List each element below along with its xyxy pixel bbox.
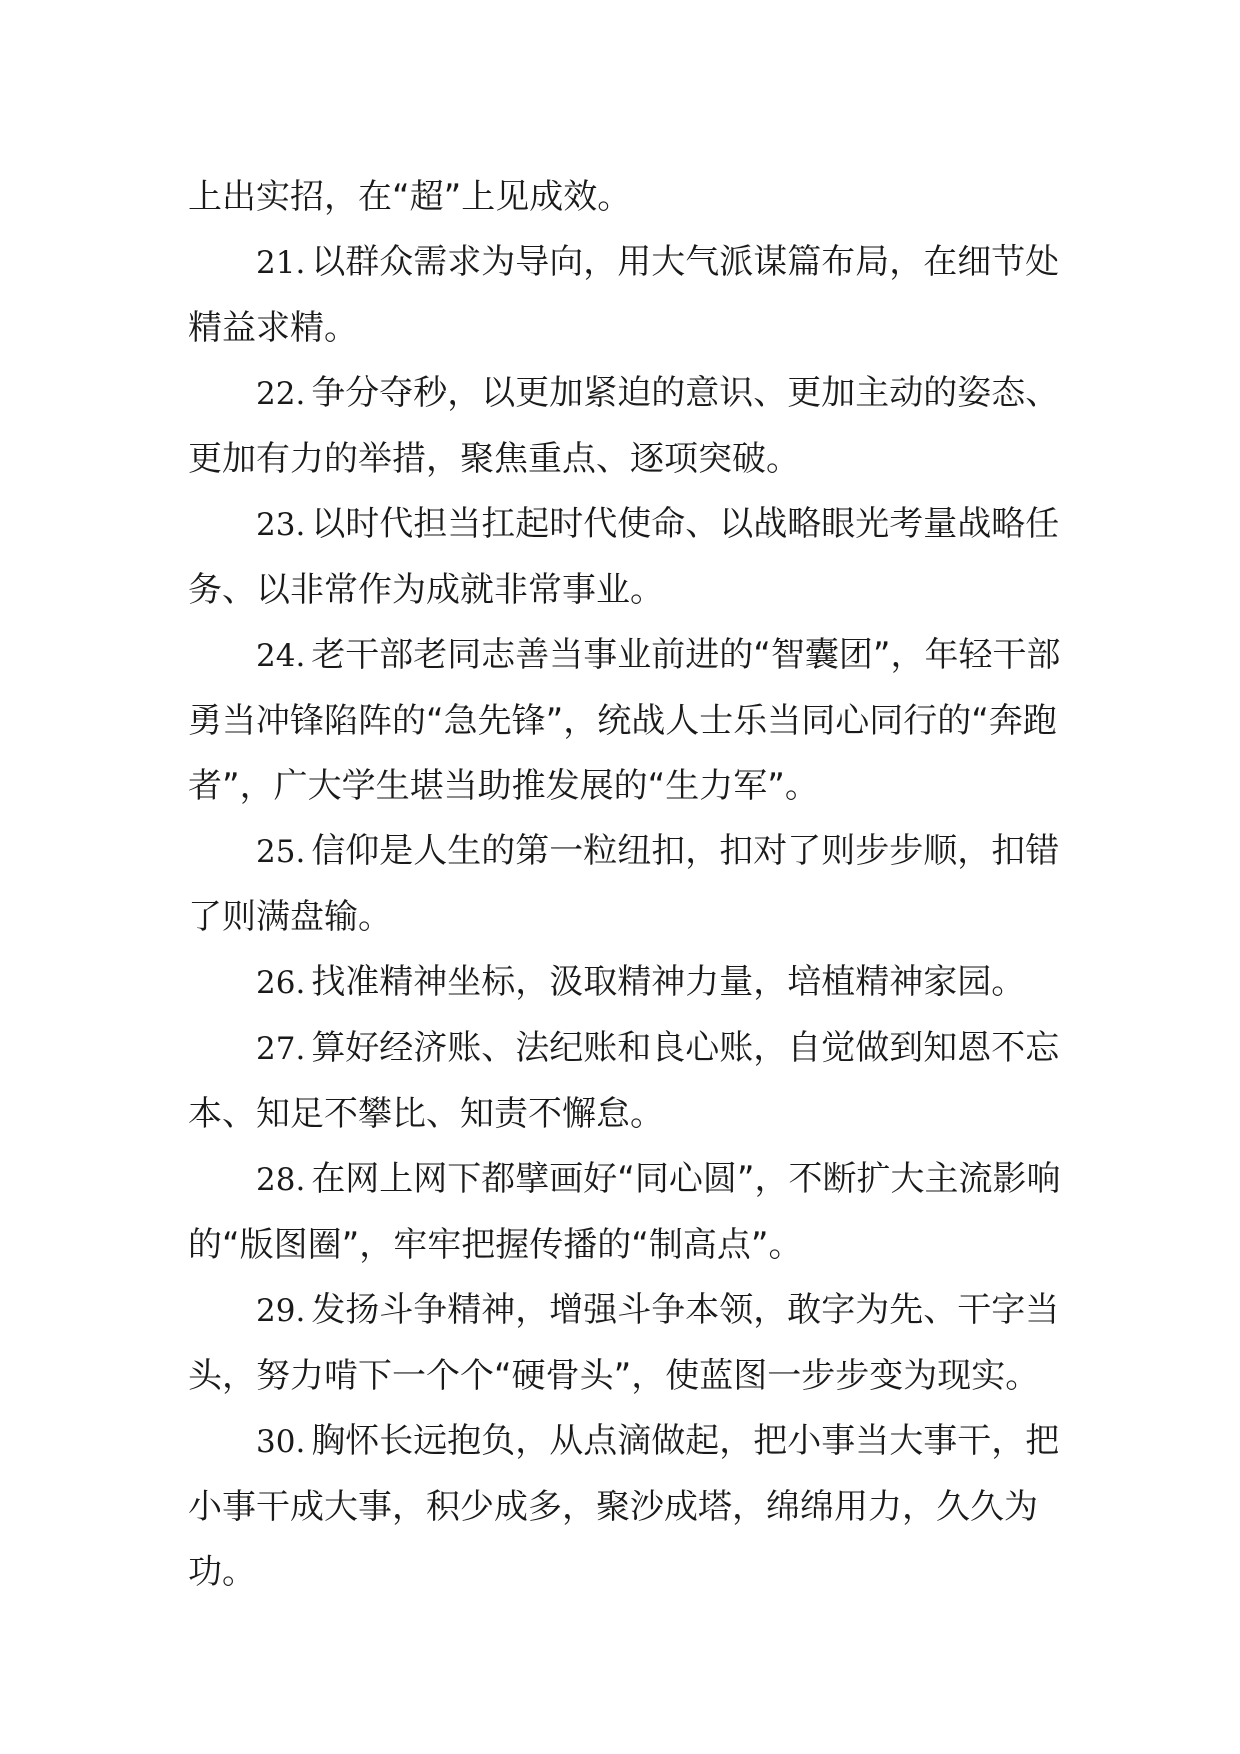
- item-number: 27.: [256, 1031, 306, 1067]
- item-number: 28.: [256, 1162, 306, 1198]
- list-item-25: [188, 819, 1068, 950]
- item-text: 找准精神坐标，汲取精神力量，培植精神家园。: [311, 962, 1026, 1002]
- item-number: 29.: [256, 1293, 306, 1329]
- item-text: 老干部老同志善当事业前进的“智囊团”，年轻干部勇当冲锋陷阵的“急先锋”，统战人士乐当同心同行的“奔跑者”，广大学生堪当助推发展的“生力军”。: [188, 635, 1061, 806]
- item-text: 发扬斗争精神，增强斗争本领，敢字为先、干字当头，努力啃下一个个“硬骨头”，使蓝图一步步变为现实。: [188, 1290, 1060, 1396]
- item-text: 信仰是人生的第一粒纽扣，扣对了则步步顺，扣错了则满盘输。: [188, 831, 1060, 937]
- item-text: 胸怀长远抱负，从点滴做起，把小事当大事干，把小事干成大事，积少成多，聚沙成塔，绵绵用力，久久为功。: [188, 1421, 1060, 1592]
- item-number: 30.: [256, 1424, 306, 1460]
- list-item-21: [188, 230, 1068, 361]
- item-number: 26.: [256, 965, 306, 1001]
- list-item-27: [188, 1016, 1068, 1147]
- item-number: 25.: [256, 834, 306, 870]
- list-item-30: [188, 1409, 1068, 1605]
- item-number: 22.: [256, 376, 306, 412]
- document-body: [188, 165, 1068, 1605]
- item-number: 24.: [256, 638, 306, 674]
- item-text: 争分夺秒，以更加紧迫的意识、更加主动的姿态、更加有力的举措，聚焦重点、逐项突破。: [188, 373, 1060, 479]
- list-item-29: [188, 1278, 1068, 1409]
- continuation-paragraph: 上出实招，在“超”上见成效。: [188, 177, 632, 217]
- list-item-23: [188, 492, 1068, 623]
- item-text: 以时代担当扛起时代使命、以战略眼光考量战略任务、以非常作为成就非常事业。: [188, 504, 1060, 610]
- item-text: 算好经济账、法纪账和良心账，自觉做到知恩不忘本、知足不攀比、知责不懈怠。: [188, 1028, 1060, 1134]
- item-number: 21.: [256, 245, 306, 281]
- list-item-22: [188, 361, 1068, 492]
- list-item-26: [188, 950, 1068, 1016]
- item-text: 在网上网下都擘画好“同心圆”，不断扩大主流影响的“版图圈”，牢牢把握传播的“制高点”。: [188, 1159, 1061, 1265]
- list-item-28: [188, 1147, 1068, 1278]
- item-number: 23.: [256, 507, 306, 543]
- list-item-24: [188, 623, 1068, 819]
- item-text: 以群众需求为导向，用大气派谋篇布局，在细节处精益求精。: [188, 242, 1060, 348]
